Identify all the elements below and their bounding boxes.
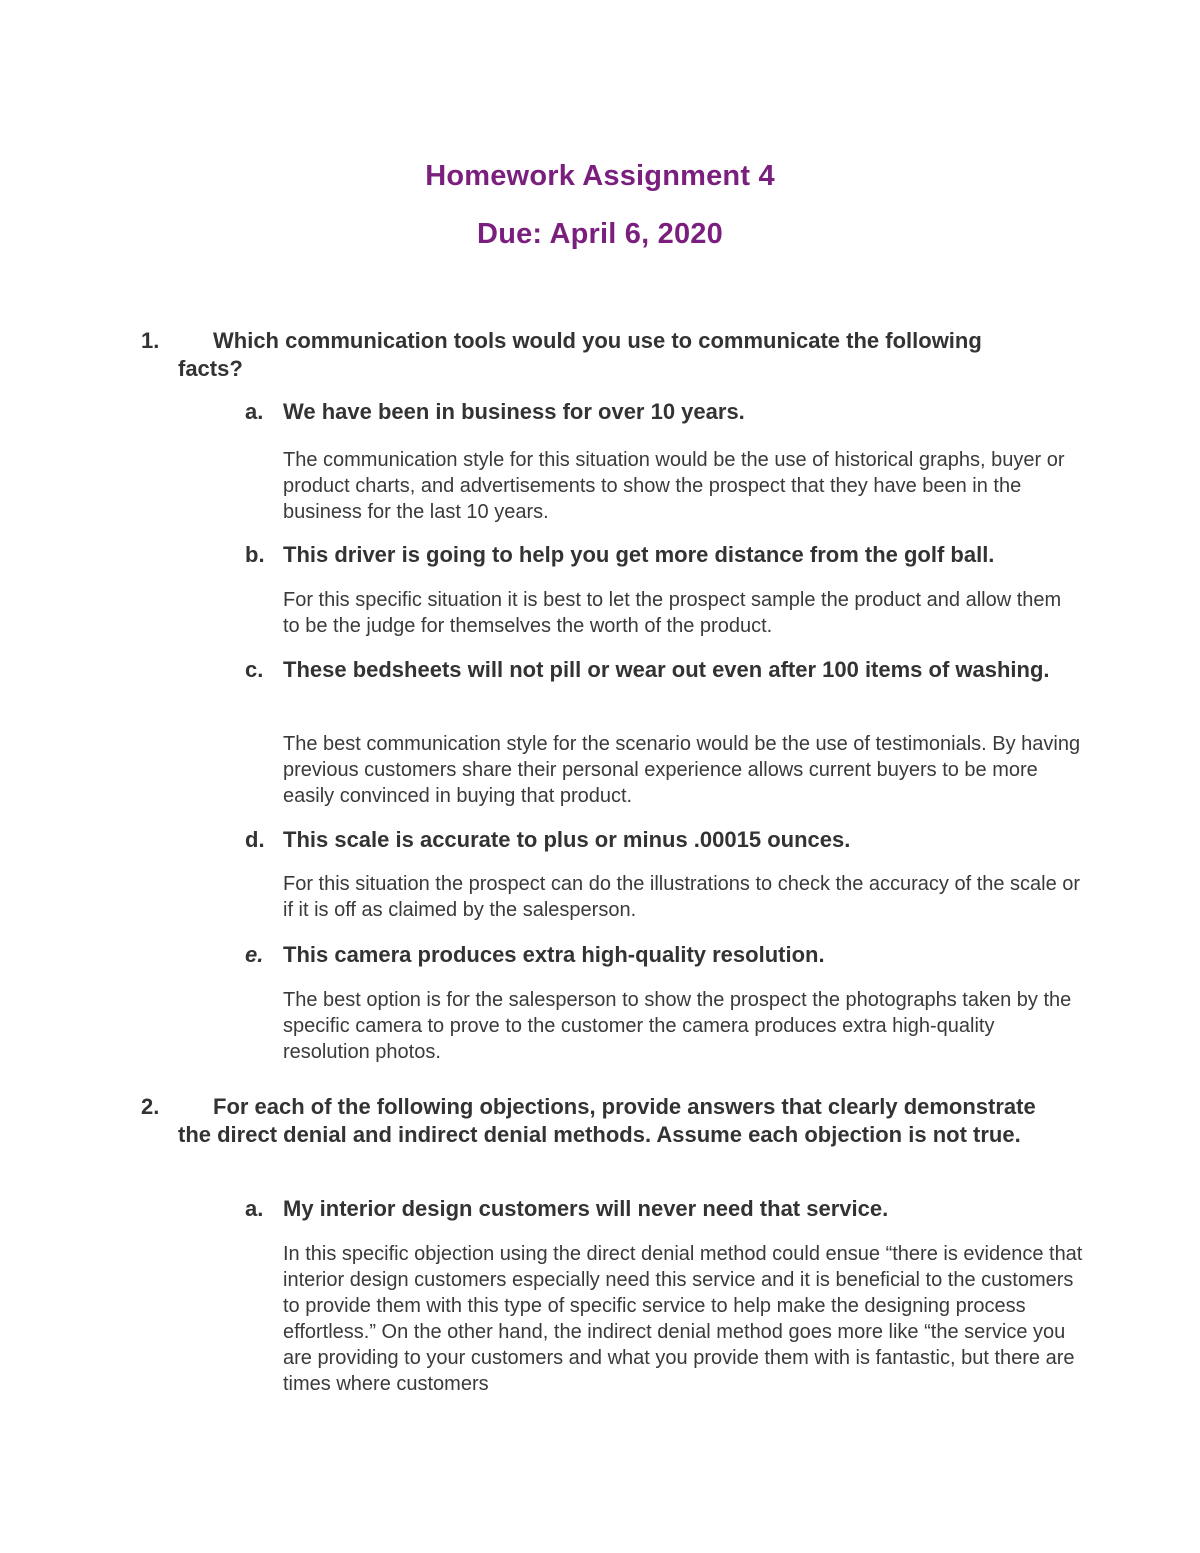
question-text: Which communication tools would you use to communicate the following facts? [178, 328, 982, 381]
question-number: 1. [141, 328, 160, 353]
item-letter: a. [245, 1196, 264, 1221]
item-letter: b. [245, 542, 265, 567]
item-prompt: We have been in business for over 10 years. [283, 399, 745, 424]
question-text: For each of the following objections, provide answers that clearly demonstrate the direct denial and indirect denial methods. Assume each objection is not true. [178, 1094, 1036, 1147]
item-answer: In this specific objection using the direct denial method could ensue “there is evidence that interior design customers especially need this service and it is beneficial to the customers to provide them with this type of specific service to help make the designing process effortless.” On the other hand, the indirect denial method goes more like “the service you are providing to your customers and what you provide them with is fantastic, but there are times where customers [283, 1243, 1083, 1395]
question-number: 2. [141, 1094, 160, 1119]
item-letter: d. [245, 827, 265, 852]
item-answer: For this situation the prospect can do the illustrations to check the accuracy of the scale or if it is off as claimed by the salesperson. [283, 873, 1081, 921]
due-date: Due: April 6, 2020 [477, 218, 723, 250]
item-letter: e. [245, 942, 264, 967]
item-prompt: My interior design customers will never need that service. [283, 1196, 889, 1221]
item-prompt: This driver is going to help you get more distance from the golf ball. [283, 542, 995, 567]
item-letter: c. [245, 657, 264, 682]
item-prompt: This scale is accurate to plus or minus .00015 ounces. [283, 827, 851, 852]
item-letter: a. [245, 399, 264, 424]
item-prompt: This camera produces extra high-quality resolution. [283, 942, 825, 967]
document-title: Homework Assignment 4 [425, 160, 775, 192]
item-answer: The communication style for this situation would be the use of historical graphs, buyer or product charts, and advertisements to show the prospect that they have been in the business for the last 10 years. [283, 449, 1065, 523]
item-prompt: These bedsheets will not pill or wear out even after 100 items of washing. [283, 657, 1050, 682]
item-answer: For this specific situation it is best to let the prospect sample the product and allow them to be the judge for themselves the worth of the product. [283, 589, 1062, 637]
item-answer: The best option is for the salesperson to show the prospect the photographs taken by the specific camera to prove to the customer the camera produces extra high-quality resolution photos. [283, 989, 1072, 1063]
item-answer: The best communication style for the scenario would be the use of testimonials. By having previous customers share their personal experience allows current buyers to be more easily convinced in buying that product. [283, 733, 1081, 807]
